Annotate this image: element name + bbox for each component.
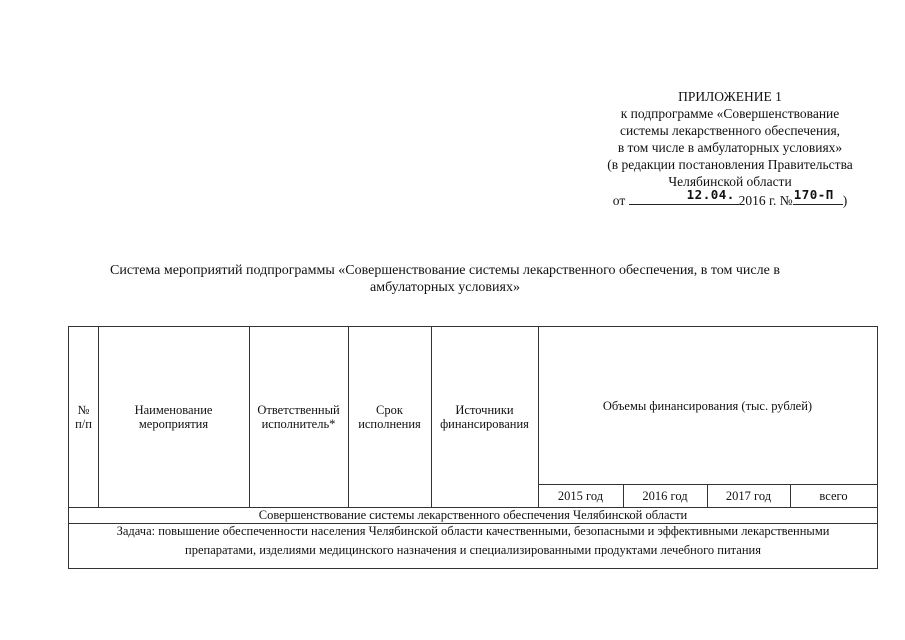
date-prefix: от — [612, 193, 626, 208]
year-text: 2016 г. № — [738, 193, 793, 208]
header-total: всего — [819, 488, 848, 503]
handwritten-number: 170-П — [793, 187, 834, 202]
task-row: Задача: повышение обеспеченности населения Челябинской области качественными, безопасными и эффективными лекарственными препаратами, изделиями медицинского назначения и специализированными продуктами лечебного питания — [116, 524, 830, 557]
appendix-line: в том числе в амбулаторных условиях» — [617, 140, 843, 155]
resolution-date-line — [580, 187, 880, 209]
header-term: Срок исполнения — [358, 403, 421, 431]
appendix-line: Челябинской области — [668, 174, 792, 189]
close-paren: ) — [842, 193, 848, 208]
header-sources: Источники финансирования — [440, 403, 529, 431]
number-blank — [793, 187, 843, 205]
date-blank — [629, 187, 739, 205]
appendix-line: к подпрограмме «Совершенствование — [620, 106, 840, 121]
header-executor: Ответственный исполнитель* — [257, 403, 340, 431]
header-num: № п/п — [75, 403, 92, 431]
header-name: Наименование мероприятия — [134, 403, 213, 431]
header-year-2017: 2017 год — [725, 488, 772, 503]
document-title: Система мероприятий подпрограммы «Совершенствование системы лекарственного обеспечения, в том числе в амбулаторных условиях» — [110, 263, 780, 295]
appendix-title: ПРИЛОЖЕНИЕ 1 — [678, 89, 782, 104]
header-year-2016: 2016 год — [642, 488, 688, 503]
appendix-line: (в редакции постановления Правительства — [607, 157, 853, 172]
header-funding: Объемы финансирования (тыс. рублей) — [602, 398, 813, 413]
handwritten-date: 12.04. — [686, 187, 735, 202]
appendix-block — [580, 88, 880, 209]
section-row: Совершенствование системы лекарственного обеспечения Челябинской области — [258, 508, 688, 522]
appendix-line: системы лекарственного обеспечения, — [619, 123, 841, 138]
measures-table — [68, 326, 878, 569]
header-year-2015: 2015 год — [557, 488, 604, 503]
